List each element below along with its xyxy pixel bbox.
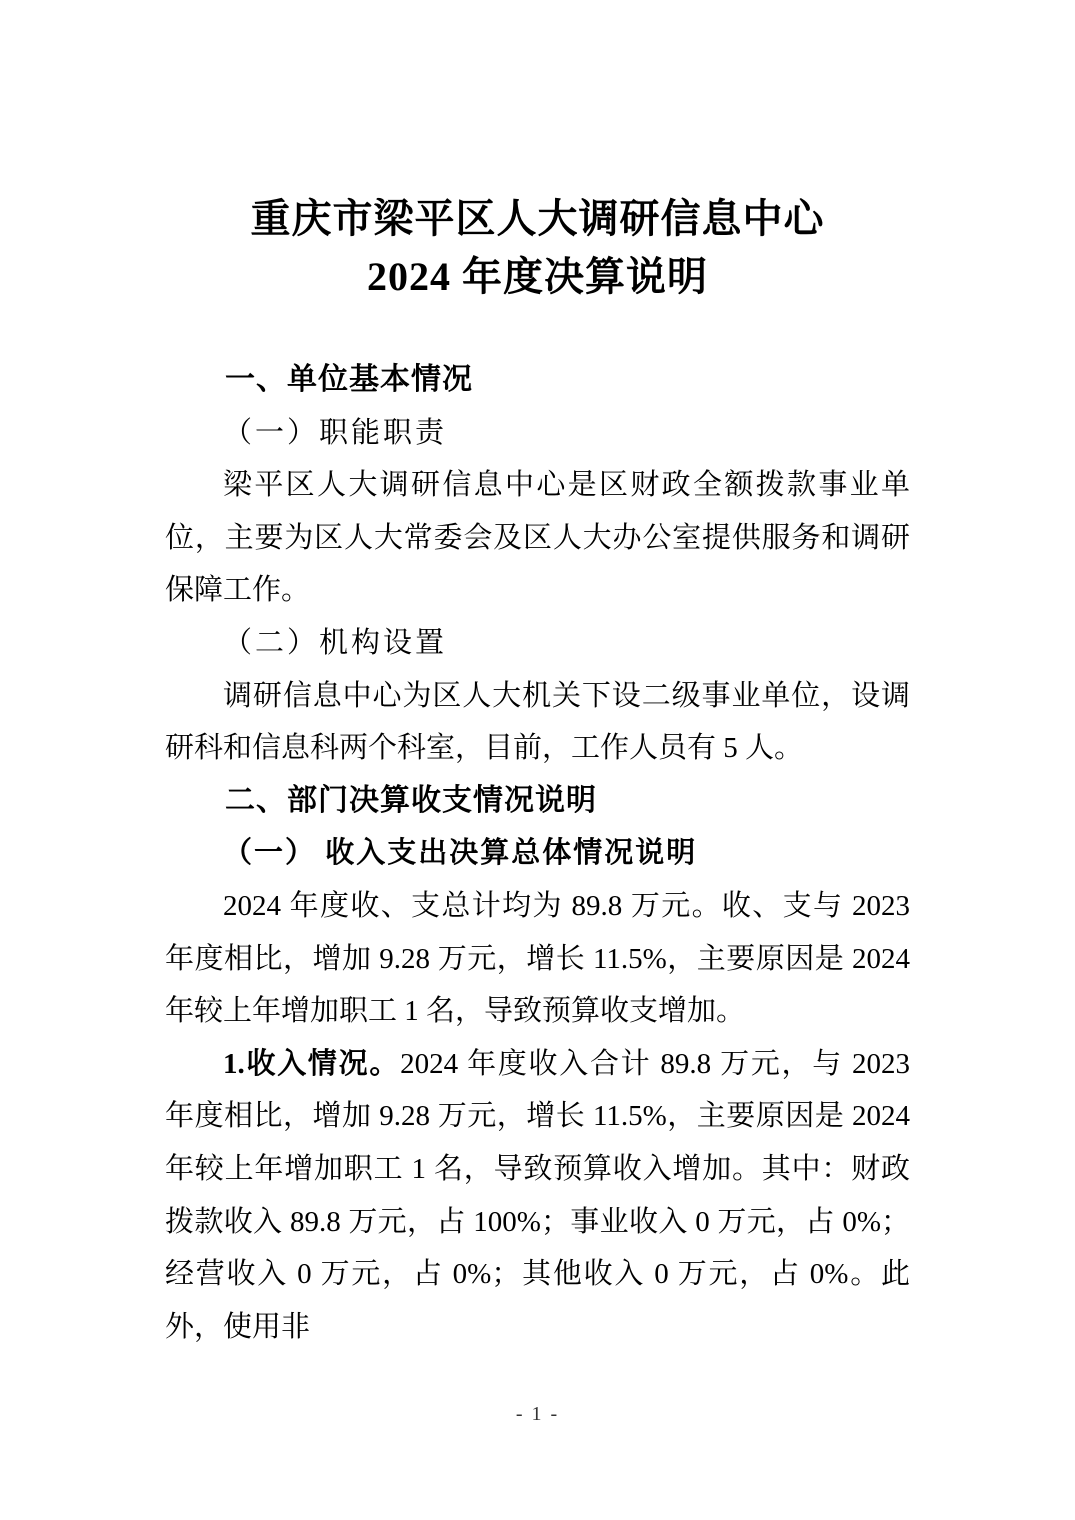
- section-heading-budget: 二、部门决算收支情况说明: [225, 783, 597, 817]
- paragraph-income: [165, 1038, 910, 1354]
- paragraph-income-lead: 1.收入情况。: [223, 1047, 401, 1080]
- page-number: - 1 -: [515, 1403, 560, 1425]
- document-content: [165, 190, 910, 1353]
- document-title-line2: 2024 年度决算说明: [367, 254, 708, 299]
- document-title-line1: 重庆市梁平区人大调研信息中心: [250, 196, 825, 241]
- section-heading-basic-info: 一、单位基本情况: [225, 363, 473, 396]
- subsection-heading-overview: （一） 收入支出决算总体情况说明: [223, 837, 698, 870]
- paragraph-income-text: 2024 年度收入合计 89.8 万元，与 2023 年度相比，增加 9.28 万元，增长 11.5%，主要原因是 2024 年较上年增加职工 1 名，导致预算收入增加。其中：财政拨款收入 89.8 万元，占 100%；事业收入 0 万元，占 0%；经营收入 0 万元，占 0%；其他收入 0 万元，占 0%。此外，使用非: [165, 1047, 910, 1343]
- document-title: [165, 190, 910, 306]
- subsection-heading-duties: （一）职能职责: [223, 416, 448, 449]
- paragraph-structure: 调研信息中心为区人大机关下设二级事业单位，设调研科和信息科两个科室，目前，工作人员有 5 人。: [165, 679, 910, 765]
- paragraph-duties: 梁平区人大调研信息中心是区财政全额拨款事业单位，主要为区人大常委会及区人大办公室提供服务和调研保障工作。: [165, 469, 910, 607]
- subsection-heading-structure: （二）机构设置: [223, 626, 448, 659]
- paragraph-totals: 2024 年度收、支总计均为 89.8 万元。收、支与 2023 年度相比，增加 9.28 万元，增长 11.5%，主要原因是 2024 年较上年增加职工 1 名，导致预算收支增加。: [165, 889, 910, 1028]
